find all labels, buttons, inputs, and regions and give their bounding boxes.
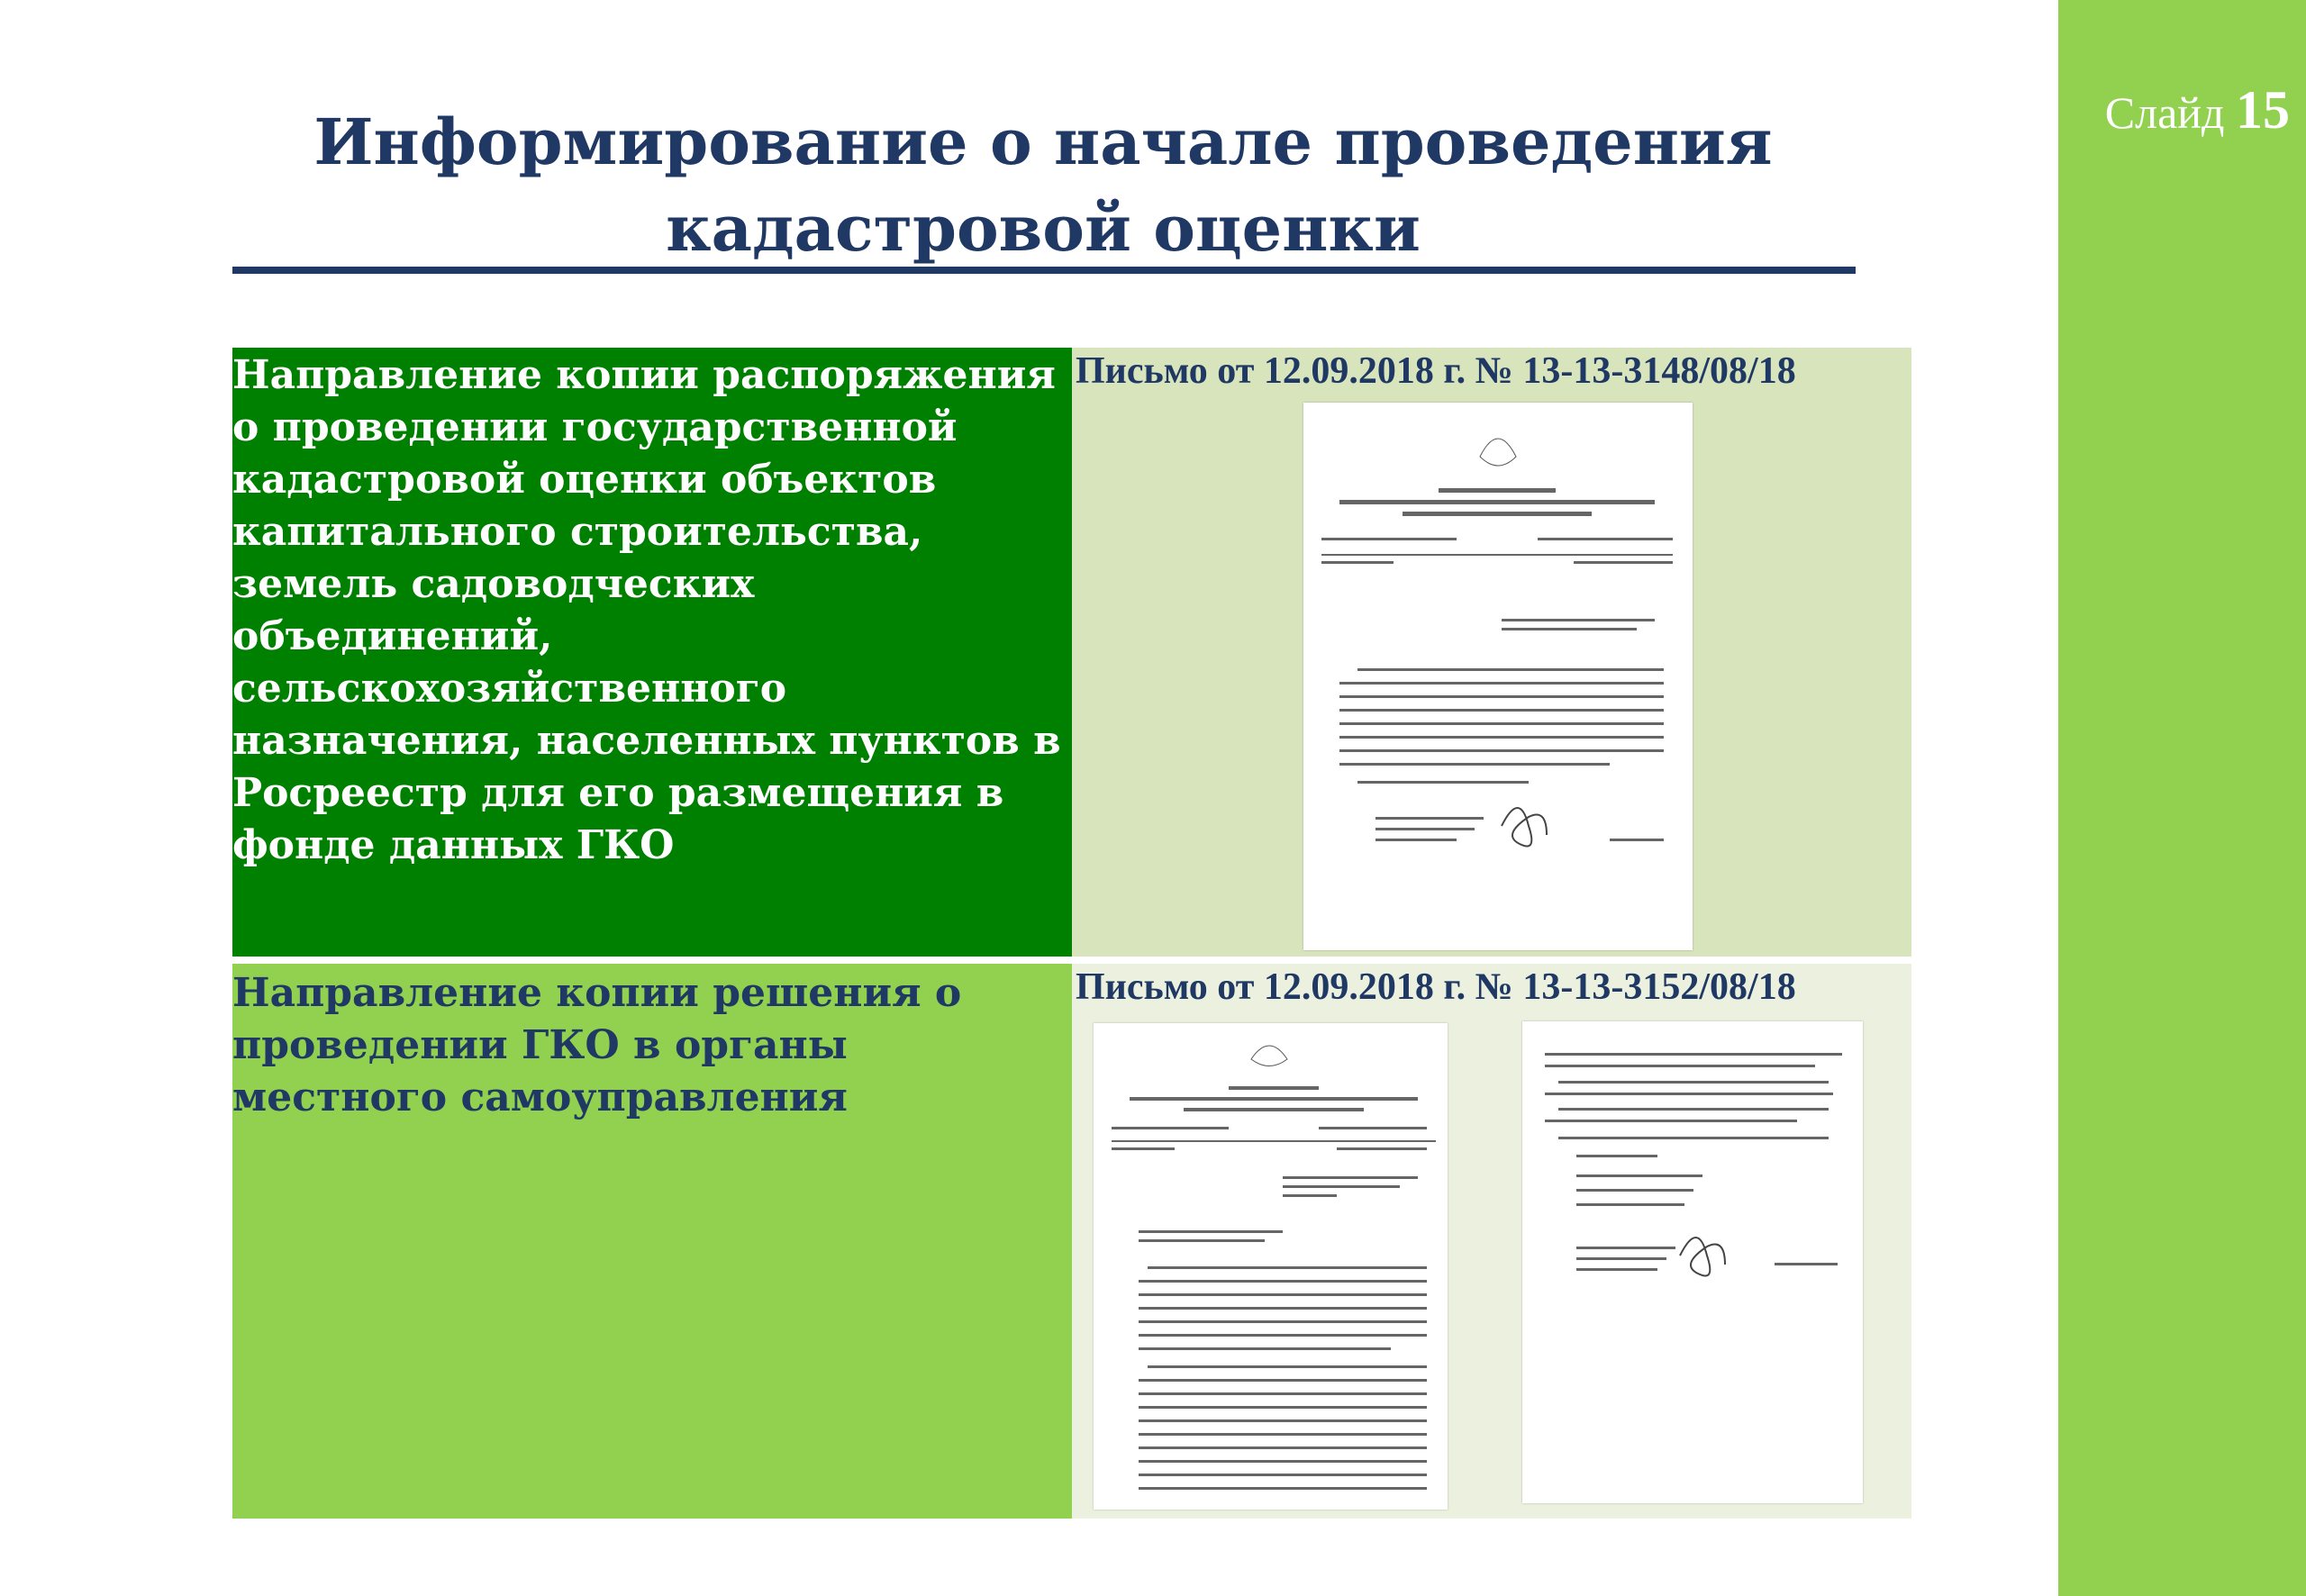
document-scan-icon bbox=[1303, 403, 1693, 950]
title-divider bbox=[232, 267, 1856, 274]
document-scan-icon bbox=[1094, 1023, 1448, 1510]
row-1-description-cell bbox=[232, 348, 1072, 957]
row-2-description: Направление копии решения о проведении ГКО в органы местного самоуправления bbox=[232, 970, 962, 1120]
letter-3152-page-2-scan-image bbox=[1522, 1021, 1863, 1503]
letter-3148-scan-image bbox=[1303, 403, 1693, 950]
row-2-description-cell bbox=[232, 964, 1072, 1519]
letter-3152-page-1-scan-image bbox=[1094, 1023, 1448, 1510]
page-title: Информирование о начале проведения кадастровой оценки bbox=[313, 104, 1773, 266]
row-2-letter-caption: Письмо от 12.09.2018 г. № 13-13-3152/08/18 bbox=[1076, 966, 1796, 1008]
slide-number-label bbox=[2104, 80, 2290, 140]
slide-label-text: Слайд bbox=[2104, 87, 2225, 138]
slide-number: 15 bbox=[2236, 80, 2290, 140]
sidebar-accent bbox=[2058, 0, 2306, 1596]
document-scan-icon bbox=[1522, 1021, 1863, 1503]
row-1-letter-caption: Письмо от 12.09.2018 г. № 13-13-3148/08/18 bbox=[1076, 350, 1796, 392]
row-1-description: Направление копии распоряжения о проведении государственной кадастровой оценки объектов капитального строительства, земель садоводческих объединений, сельскохозяйственного назначения, населенных пунктов в Росреестр для его размещения в фонде данных ГКО bbox=[232, 352, 1061, 868]
